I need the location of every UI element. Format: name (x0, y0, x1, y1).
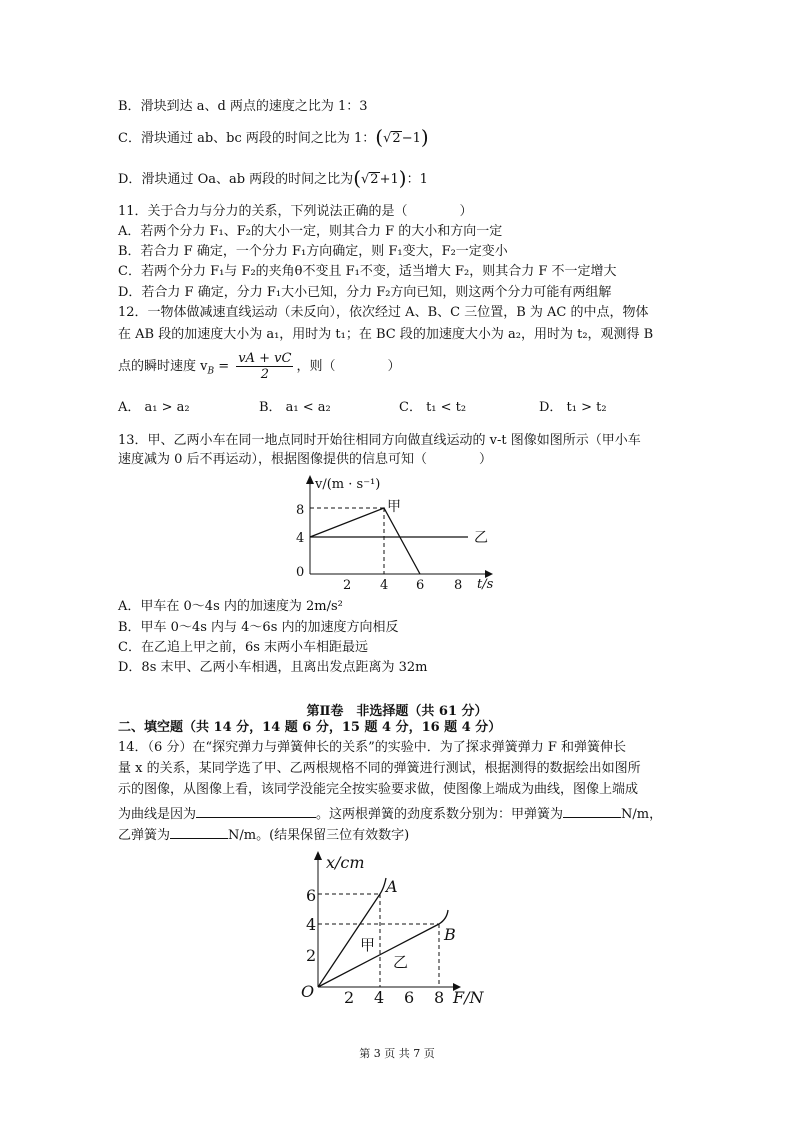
xf-origin-label: O (301, 982, 315, 1001)
vt-xtick-4: 4 (380, 578, 389, 593)
q12-line1: 12．一物体做减速直线运动（未反向），依次经过 A、B、C 三位置，B 为 AC 的中点，物体 (118, 305, 649, 320)
vt-xtick-8: 8 (454, 578, 463, 593)
vt-label-yi: 乙 (474, 530, 488, 546)
vt-line-jia (310, 508, 420, 574)
page-footer: 第 3 页 共 7 页 (359, 1047, 435, 1060)
xf-line-yi (318, 910, 448, 987)
vt-x-label: t/s (477, 577, 494, 592)
q12-line3: 点的瞬时速度 $v_B$ = $\frac{vA + vC}{2}$ ，则（ ） (118, 351, 401, 382)
q12-option-b: B． a₁ < a₂ (259, 400, 331, 415)
xf-label-b: B (444, 925, 456, 944)
q12-line2: 在 AB 段的加速度大小为 a₁，用时为 t₁；在 BC 段的加速度大小为 a₂，用时为 t₂，观测得 B (118, 327, 654, 342)
xf-graph (298, 846, 498, 1011)
xf-x-label: F/N (453, 988, 484, 1007)
vt-ytick-8: 8 (296, 503, 305, 518)
q14-line3: 示的图像，从图像上看，该同学没能完全按实验要求做，使图像上端成为曲线，图像上端成 (118, 782, 639, 797)
blank-reason[interactable] (196, 803, 316, 818)
section2-title: 第Ⅱ卷 非选择题（共 61 分） (306, 704, 488, 719)
q14-line1: 14．（6 分）在“探究弹力与弹簧伸长的关系”的实验中．为了探求弹簧弹力 F 和弹簧伸长 (118, 740, 627, 755)
q11-option-d: D．若合力 F 确定，分力 F₁大小已知，分力 F₂方向已知，则这两个分力可能有两组解 (118, 285, 612, 300)
xf-label-yi: 乙 (393, 953, 409, 971)
xf-xtick-8: 8 (434, 988, 445, 1007)
section2-heading: 二、填空题（共 14 分，14 题 6 分，15 题 4 分，16 题 4 分） (118, 720, 502, 735)
xf-label-a: A (386, 877, 398, 896)
q12-option-d: D． t₁ > t₂ (539, 400, 607, 415)
q11-option-a: A．若两个分力 F₁、F₂的大小一定，则其合力 F 的大小和方向一定 (118, 224, 503, 239)
xf-ytick-4: 4 (306, 915, 317, 934)
blank-k-yi[interactable] (170, 824, 228, 839)
q11-option-b: B．若合力 F 确定，一个分力 F₁方向确定，则 F₁变大，F₂一定变小 (118, 244, 508, 259)
vt-xtick-6: 6 (416, 578, 425, 593)
xf-ytick-6: 6 (306, 886, 317, 905)
vt-ytick-0: 0 (296, 565, 305, 580)
q14-line5: 乙弹簧为 N/m。(结果保留三位有效数字) (118, 824, 409, 845)
q11-stem: 11．关于合力与分力的关系，下列说法正确的是（ ） (118, 204, 473, 219)
vt-y-label: v/(m · s⁻¹) (315, 477, 381, 492)
q11-option-c: C．若两个分力 F₁与 F₂的夹角θ不变且 F₁不变，适当增大 F₂，则其合力 F 不一定增大 (118, 264, 617, 279)
xf-label-jia: 甲 (360, 936, 376, 954)
sqrt-radicand: 2 (370, 172, 379, 187)
xf-xtick-6: 6 (404, 988, 415, 1007)
xf-y-arrow (314, 851, 322, 860)
xf-ytick-2: 2 (306, 946, 317, 965)
blank-k-jia[interactable] (563, 803, 621, 818)
vt-label-jia: 甲 (387, 499, 401, 515)
vt-xtick-2: 2 (343, 578, 352, 593)
q13-line1: 13．甲、乙两小车在同一地点同时开始往相同方向做直线运动的 v-t 图像如图所示（甲小车 (118, 433, 641, 448)
vb-fraction: $\frac{vA + vC}{2}$ (238, 351, 292, 382)
q13-line2: 速度减为 0 后不再运动），根据图像提供的信息可知（ ） (118, 452, 493, 467)
xf-xtick-4: 4 (374, 988, 385, 1007)
q13-option-a: A．甲车在 0～4s 内的加速度为 2m/s² (118, 599, 343, 614)
sqrt-radicand: 2 (392, 131, 401, 146)
xf-xtick-2: 2 (344, 988, 355, 1007)
q12-option-a: A． a₁ > a₂ (118, 400, 190, 415)
q13-option-d: D．8s 末甲、乙两小车相遇，且离出发点距离为 32m (118, 660, 428, 675)
vt-graph (290, 470, 500, 595)
vt-y-arrow (306, 475, 314, 484)
vt-ytick-4: 4 (296, 531, 305, 546)
q14-line4: 为曲线是因为 。这两根弹簧的劲度系数分别为：甲弹簧为 N/m， (118, 803, 662, 824)
xf-y-label: x/cm (326, 853, 365, 872)
q13-option-b: B．甲车 0～4s 内与 4～6s 内的加速度方向相反 (118, 620, 399, 635)
q10-option-c: C．滑块通过 ab、bc 两段的时间之比为 1：(√2−1) (118, 125, 429, 149)
q13-option-c: C．在乙追上甲之前，6s 末两小车相距最远 (118, 640, 369, 655)
q14-line2: 量 x 的关系，某同学选了甲、乙两根规格不同的弹簧进行测试，根据测得的数据绘出如图所 (118, 761, 641, 776)
q10-option-d: D．滑块通过 Oa、ab 两段的时间之比为(√2+1)：1 (118, 166, 428, 190)
q12-option-c: C． t₁ < t₂ (399, 400, 467, 415)
q10-option-b: B．滑块到达 a、d 两点的速度之比为 1：3 (118, 99, 368, 114)
